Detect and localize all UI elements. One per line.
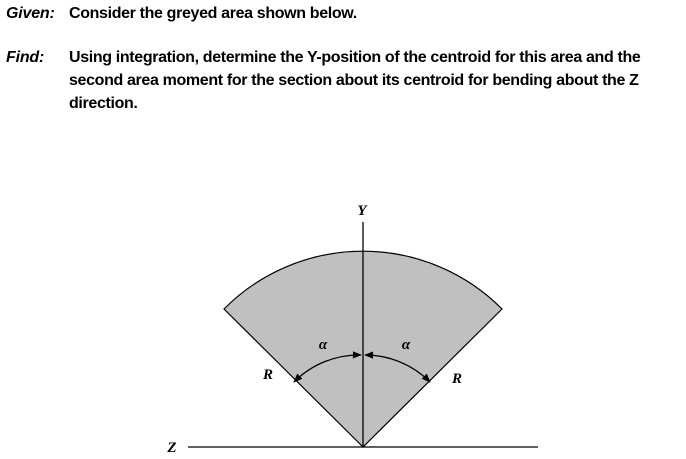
given-text: Consider the greyed area shown below. bbox=[69, 5, 357, 22]
find-label: Find: bbox=[6, 49, 45, 66]
radius-right-label: R bbox=[451, 371, 463, 387]
y-axis-label: Y bbox=[357, 203, 367, 219]
angle-right-label: α bbox=[401, 337, 411, 353]
radius-left-label: R bbox=[262, 367, 274, 383]
given-label: Given: bbox=[6, 5, 55, 22]
z-axis-label: Z bbox=[167, 440, 177, 456]
angle-left-label: α bbox=[318, 337, 328, 353]
find-text: Using integration, determine the Y-position of the centroid for this area and the second area moment for the section about its centroid for bending about the Z direction. bbox=[69, 49, 641, 112]
